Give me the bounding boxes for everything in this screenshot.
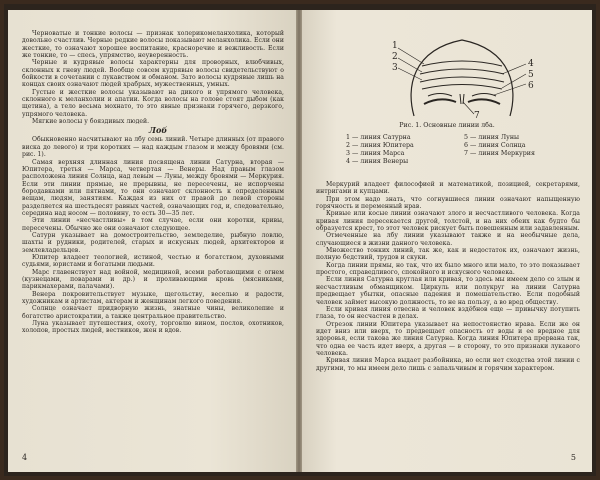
paragraph: Обыкновенно насчитывают на лбу семь линий. Четыре длинных (от правого виска до левого) и три коротких — над каждым глазом и между бровями (см. рис. 1).	[22, 136, 284, 159]
paragraph: Кривые или косые линии означают злого и несчастливого человека. Когда кривая линия пересекается другой, толстой, и на них обеих как будто бы образуется крест, то этот человек рискует быть повешенным или задавленным.	[316, 210, 580, 233]
paragraph: Если линия Сатурна круглая или кривая, то здесь мы имеем дело со злым и несчастливым обманщиком. Циркуль или полукруг на линии Сатурна предвещает убытки, опасные падения и помешательство. Если подобный человек займет высокую должность, то не на пользу, а во вред обществу.	[316, 276, 580, 306]
figure-legend	[346, 134, 566, 166]
paragraph: Если кривая линия отвесна и человек вздёбнов еще — привычку потупить глаза, то он несчастен в делах.	[316, 305, 580, 321]
paragraph: Сатурн указывает на домостроительство, земледелие, рыбную ловлю, шахты и рудники, родителей, старых и искусных людей, архитекторов и землевладельцев.	[22, 231, 284, 254]
forehead-line-sun	[428, 94, 452, 97]
figure-label-4: 4	[528, 59, 534, 69]
paragraph: Луна указывает путешествия, охоту, торговлю вином, послов, охотников, холопов, простых людей, вестников, жен и вдов.	[22, 320, 284, 335]
paragraph: Юпитер владеет теологией, истиной, честью и богатством, духовными судьями, юристами и богатыми людьми.	[22, 253, 284, 269]
left-page	[8, 10, 296, 472]
right-page	[302, 10, 592, 472]
leader-line	[502, 74, 526, 88]
legend-item: 5 — линия Луны	[464, 134, 520, 141]
legend-item: 2 — линия Юпитера	[346, 142, 414, 150]
leader-line	[398, 48, 424, 64]
paragraph: Эти линии «несчастливы» в том случае, если они коротки, кривы, пересечены. Обычно же они означают следующее.	[22, 217, 284, 232]
figure-label-7: 7	[474, 111, 480, 118]
leader-line	[502, 64, 526, 74]
paragraph: Густые и жесткие волосы указывают на дикого и упрямого человека, склонного к меланхолии и апатии. Когда волосы на голове стоят дыбом (как щетина), а тело весьма мохнато, то это явные признаки горячего, дерзкого, упрямого человека.	[22, 88, 284, 118]
paragraph: Черноватые и тонкие волосы — признак холерикомеланхолика, который довольно счастлив. Черные редкие волосы показывают меланхолика. Если они жесткие, то означают хорошее воспитание, красноречие и вежливость. Если же тонкие, то — спесь, упрямство, неуверенность.	[22, 30, 284, 60]
section-heading: Лоб	[148, 125, 168, 136]
leader-line	[463, 102, 474, 114]
head-outline	[411, 40, 513, 116]
paragraph: Черные и кудрявые волосы характерны для проворных, влюбчивых, склонных к гневу людей. Вообще совсем кудрявые волосы свидетельствуют о бойкости в сочетании с лукавством и обманом. Зато волосы кудрявые лишь на концах своих означают людей храбрых, мужественных, умных.	[22, 59, 284, 89]
legend-item: 3 — линия Марса	[346, 150, 405, 158]
book-spread	[4, 4, 596, 476]
paragraph: Меркурий владеет философией и математикой, позицией, секретарями, интригами и купцами.	[316, 181, 580, 196]
left-eyebrow	[468, 99, 500, 104]
paragraph: Мягкие волосы у бояздивых людей.	[32, 118, 150, 126]
paragraph: Отрезок линии Юпитера указывает на непостоянство нрава. Если же он идет вниз или вверх, то предвещает опасность от воды и ее вредное для здоровья, если такова же линия Сатурна. Когда линия Юпитера прервана так, что одна ее часть идет вверх, а другая — в сторону, то это признаки лукавого человека.	[316, 320, 580, 357]
paragraph: Кривая линия Марса выдает разбойника, но если нет сходства этой линии с другими, то мы имеем дело лишь с запальчивым и горячим характером.	[316, 357, 580, 372]
forehead-line-saturn	[422, 61, 502, 66]
leader-line	[494, 84, 526, 95]
paragraph: Отмеченные на лбу линии указывают также и на необычные дела, случающиеся в жизни данного человека.	[316, 232, 580, 247]
figure-label-5: 5	[528, 70, 534, 80]
legend-item: 4 — линия Венеры	[346, 158, 409, 166]
forehead-line-mars	[420, 77, 504, 82]
legend-item: 7 — линия Меркурия	[464, 150, 535, 158]
paragraph: При этом надо знать, что согнувшиеся линии означают напыщенную горячность и переменный нрав.	[316, 195, 580, 211]
paragraph: Самая верхняя длинная линия посвящена линии Сатурна, вторая — Юпитера, третья — Марса, четвертая — Венеры. Над правым глазом расположена линия Солнца, над левым — Луны, между бровями — Меркурия. Если эти линии прямые, не прерывны, не пересечены, не испорчены бородавками или пятнами, то они означают склонность к определенным вещам, людям, занятиям. Каждая из них от правой до левой стороны разделяется на шестьдесят равных частей, означающих год, и, следовательно, середина над носом — половину, то есть 30—35 лет.	[22, 158, 284, 217]
page-number: 4	[22, 453, 28, 462]
forehead-line-venus	[422, 85, 502, 90]
figure-label-6: 6	[528, 81, 534, 91]
paragraph: Множество тонких линий, так же, как и недостаток их, означают жизнь, полную бедствий, трудов и скуки.	[316, 247, 580, 262]
legend-item: 6 — линия Солнца	[464, 142, 526, 150]
figure-caption: Рис. 1. Основные линии лба.	[399, 122, 495, 129]
figure-label-2: 2	[392, 52, 398, 62]
paragraph: Марс главенствует над войной, медициной, всеми работающими с огнем (кузнецами, поварами и др.) и проливающими кровь (мясниками, парикмахерами, палачами).	[22, 268, 284, 291]
right-eyebrow	[424, 99, 456, 104]
left-page-text	[22, 30, 284, 335]
figure-label-1: 1	[392, 41, 398, 51]
right-page-text	[316, 181, 580, 372]
legend-item: 1 — линия Сатурна	[346, 134, 411, 141]
paragraph: Венера покровительствует музыке, щегольству, веселью и радости, художникам и артистам, актерам и женщинам легкого поведения.	[22, 290, 284, 306]
forehead-line-jupiter	[420, 69, 504, 74]
forehead-lines-figure	[362, 28, 562, 118]
paragraph: Солнце означает придворную жизнь, знатные чины, великолепие и богатство аристократии, а также центральное правительство.	[22, 305, 284, 320]
page-number: 5	[570, 453, 576, 462]
figure-label-3: 3	[392, 63, 398, 73]
forehead-line-moon	[472, 94, 496, 97]
paragraph: Когда линии прямы, но так, что их было много или мало, то это показывает простого, справедливого, спокойного и искусного человека.	[316, 261, 580, 277]
